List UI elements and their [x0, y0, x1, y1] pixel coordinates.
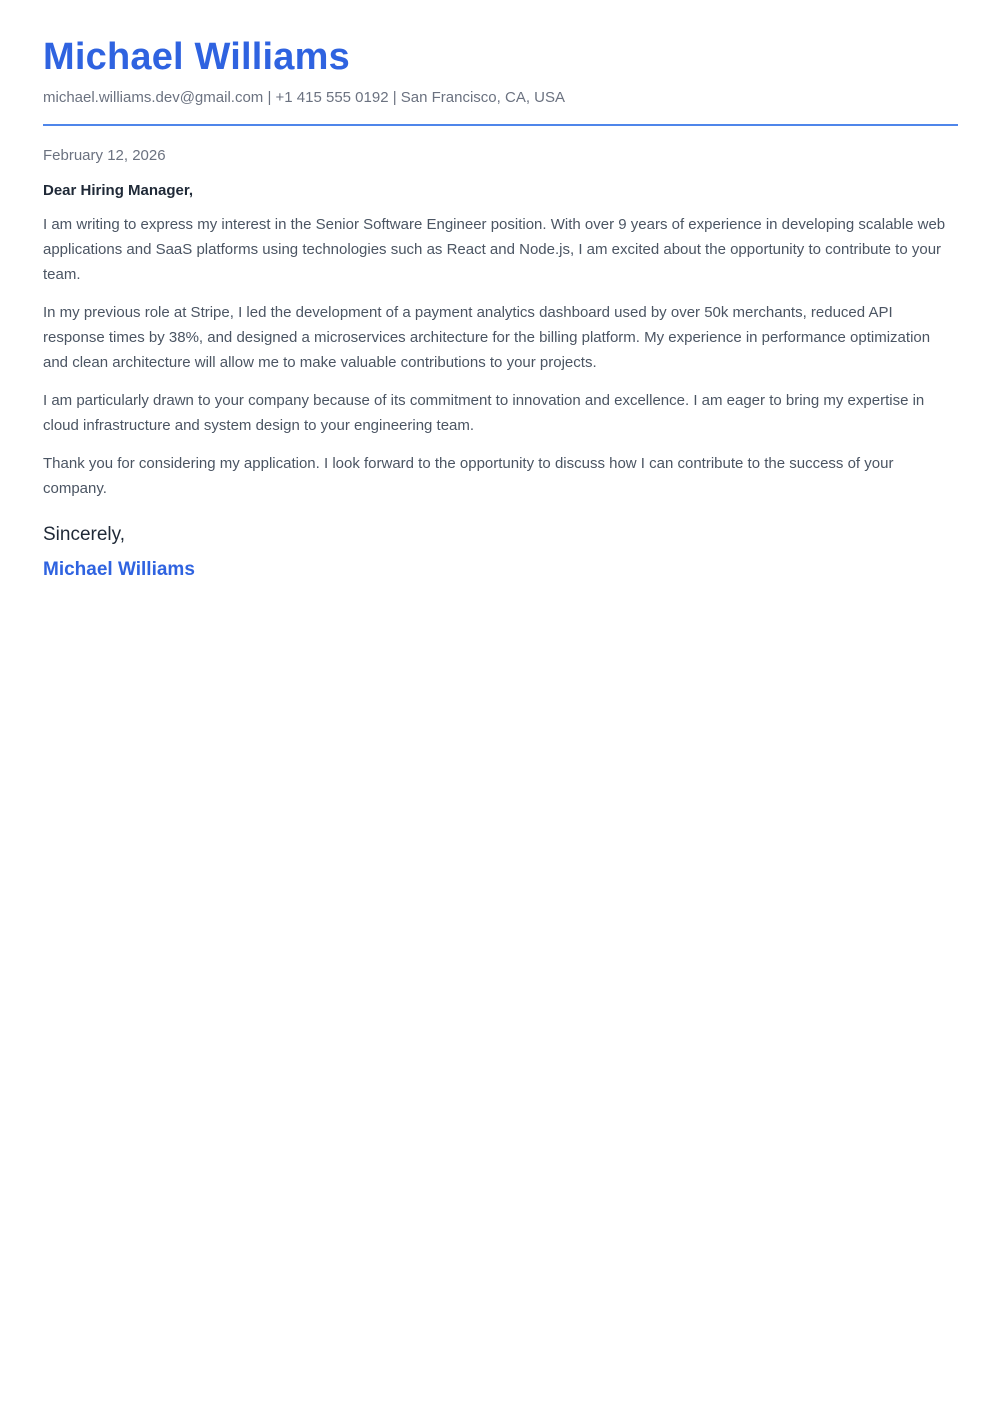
paragraph-motivation: I am particularly drawn to your company because of its commitment to innovation and excellence. I am eager to bring my expertise in cloud infrastructure and system design to your engineering team.	[43, 392, 925, 434]
header-divider	[43, 124, 958, 126]
signature-name: Michael Williams	[43, 559, 195, 580]
letter-body	[43, 146, 958, 582]
closing-phrase: Sincerely,	[43, 524, 126, 545]
salutation: Dear Hiring Manager,	[43, 182, 194, 199]
paragraph-closing: Thank you for considering my application. I look forward to the opportunity to discuss how I can contribute to the success of your company.	[43, 455, 894, 497]
applicant-name: Michael Williams	[43, 36, 350, 78]
paragraph-experience: In my previous role at Stripe, I led the development of a payment analytics dashboard used by over 50k merchants, reduced API response times by 38%, and designed a microservices architecture for the billing platform. My experience in performance optimization and clean architecture will allow me to make valuable contributions to your projects.	[43, 304, 931, 371]
letter-header	[43, 0, 958, 126]
paragraph-intro: I am writing to express my interest in the Senior Software Engineer position. With over 9 years of experience in developing scalable web applications and SaaS platforms using technologies such as React and Node.js, I am excited about the opportunity to contribute to your team.	[43, 216, 946, 283]
contact-info: michael.williams.dev@gmail.com | +1 415 555 0192 | San Francisco, CA, USA	[43, 89, 565, 106]
letter-date: February 12, 2026	[43, 147, 166, 164]
